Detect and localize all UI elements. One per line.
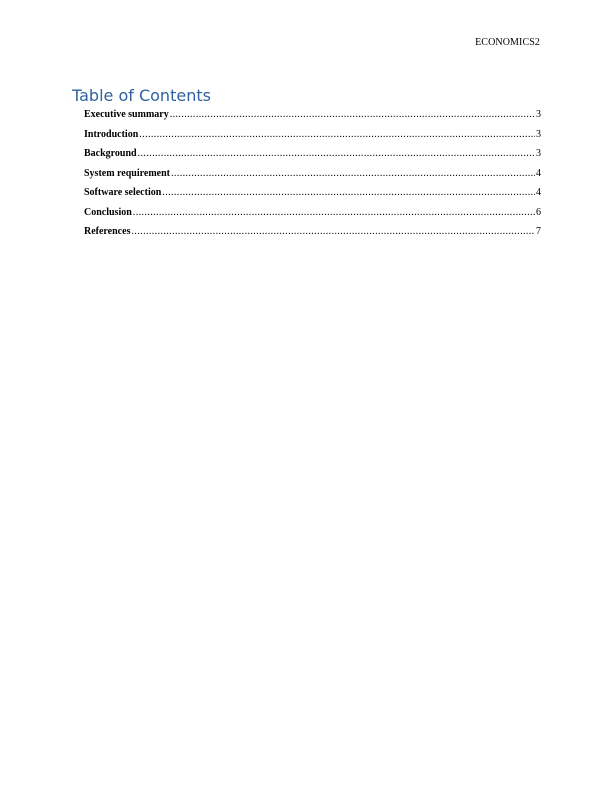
toc-entry-references[interactable]: [84, 226, 541, 246]
toc-entry-introduction[interactable]: [84, 129, 541, 149]
dot-leader: [138, 148, 535, 160]
toc-entry-conclusion[interactable]: [84, 207, 541, 227]
toc-title: Table of Contents: [72, 86, 211, 105]
dot-leader: [139, 129, 535, 141]
toc-entry-page-number: 4: [536, 167, 541, 179]
toc-entry-page-number: 6: [536, 206, 541, 218]
toc-entry-page-number: 3: [536, 109, 541, 120]
toc-entry-background[interactable]: [84, 148, 541, 168]
toc-entry-label: Background: [84, 148, 137, 159]
toc-entry-software-selection[interactable]: [84, 187, 541, 207]
toc-entry-label: Executive summary: [84, 109, 169, 120]
toc-entry-page-number: 4: [536, 187, 541, 198]
toc-entry-label: References: [84, 226, 131, 237]
dot-leader: [131, 226, 535, 238]
dot-leader: [162, 187, 535, 199]
toc-entry-label: Introduction: [84, 128, 139, 140]
table-of-contents: [84, 109, 541, 246]
toc-entry-page-number: 3: [536, 128, 541, 140]
toc-entry-page-number: 7: [536, 226, 541, 237]
toc-entry-label: Conclusion: [84, 206, 132, 218]
toc-entry-label: System requirement: [84, 167, 171, 179]
dot-leader: [171, 168, 535, 180]
toc-entry-label: Software selection: [84, 187, 162, 198]
toc-entry-executive-summary[interactable]: [84, 109, 541, 129]
toc-entry-system-requirement[interactable]: [84, 168, 541, 188]
dot-leader: [170, 109, 535, 121]
toc-entry-page-number: 3: [536, 148, 541, 159]
dot-leader: [133, 207, 535, 219]
running-header: ECONOMICS2: [475, 37, 540, 48]
